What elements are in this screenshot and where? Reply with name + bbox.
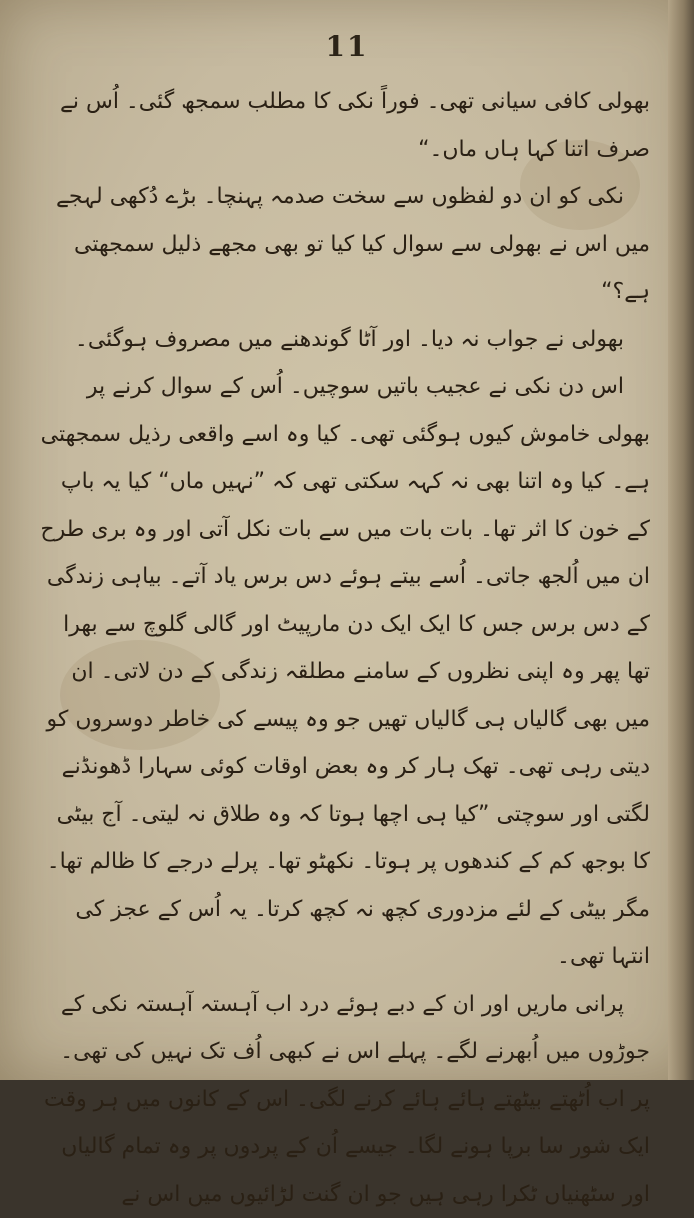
- paragraph-5: پرانی ماریں اور ان کے دبے ہوئے درد اب آہستہ آہستہ نکی کے جوڑوں میں اُبھرنے لگے۔ پہلے اس نے کبھی اُف تک نہیں کی تھی۔ پر اب اُٹھتے بیٹھتے ہائے ہائے کرنے لگی۔ اس کے کانوں میں ہر وقت ایک شور سا برپا ہونے لگا۔ جیسے اُن کے پردوں پر وہ تمام گالیاں اور سٹھنیاں ٹکرا رہی ہیں جو ان گنت لڑائیوں میں اس نے: [40, 981, 650, 1218]
- page-number: 11: [0, 30, 694, 63]
- paragraph-4: اس دن نکی نے عجیب باتیں سوچیں۔ اُس کے سوال کرنے پر بھولی خاموش کیوں ہوگئی تھی۔ کیا وہ اسے واقعی رذیل سمجھتی ہے۔ کیا وہ اتنا بھی نہ کہہ سکتی تھی کہ ”نہیں ماں“ کیا یہ باپ کے خون کا اثر تھا۔ بات بات میں سے بات نکل آتی اور وہ بری طرح ان میں اُلجھ جاتی۔ اُسے بیتے ہوئے دس برس یاد آتے۔ بیاہی زندگی کے دس برس جس کا ایک ایک دن مارپیٹ اور گالی گلوچ سے بھرا تھا پھر وہ اپنی نظروں کے سامنے مطلقہ زندگی کے دن لاتی۔ ان میں بھی گالیاں ہی گالیاں تھیں جو وہ پیسے کی خاطر دوسروں کو دیتی رہی تھی۔ تھک ہار کر وہ بعض اوقات کوئی سہارا ڈھونڈنے لگتی اور سوچتی ”کیا ہی اچھا ہوتا کہ وہ طلاق نہ لیتی۔ آج بیٹی کا بوجھ کم کے کندھوں پر ہوتا۔ نکھٹو تھا۔ پرلے درجے کا ظالم تھا۔ مگر بیٹی کے لئے مزدوری کچھ نہ کچھ کرتا۔ یہ اُس کے عجز کی انتہا تھی۔: [40, 363, 650, 981]
- book-spine-shadow: [668, 0, 694, 1080]
- urdu-text-body: [40, 78, 650, 1218]
- paragraph-3: بھولی نے جواب نہ دیا۔ اور آٹا گوندھنے میں مصروف ہوگئی۔: [40, 316, 650, 364]
- paragraph-2: نکی کو ان دو لفظوں سے سخت صدمہ پہنچا۔ بڑے دُکھی لہجے میں اس نے بھولی سے سوال کیا کیا تو بھی مجھے ذلیل سمجھتی ہے؟“: [40, 173, 650, 316]
- paragraph-1: بھولی کافی سیانی تھی۔ فوراً نکی کا مطلب سمجھ گئی۔ اُس نے صرف اتنا کہا ہاں ماں۔“: [40, 78, 650, 173]
